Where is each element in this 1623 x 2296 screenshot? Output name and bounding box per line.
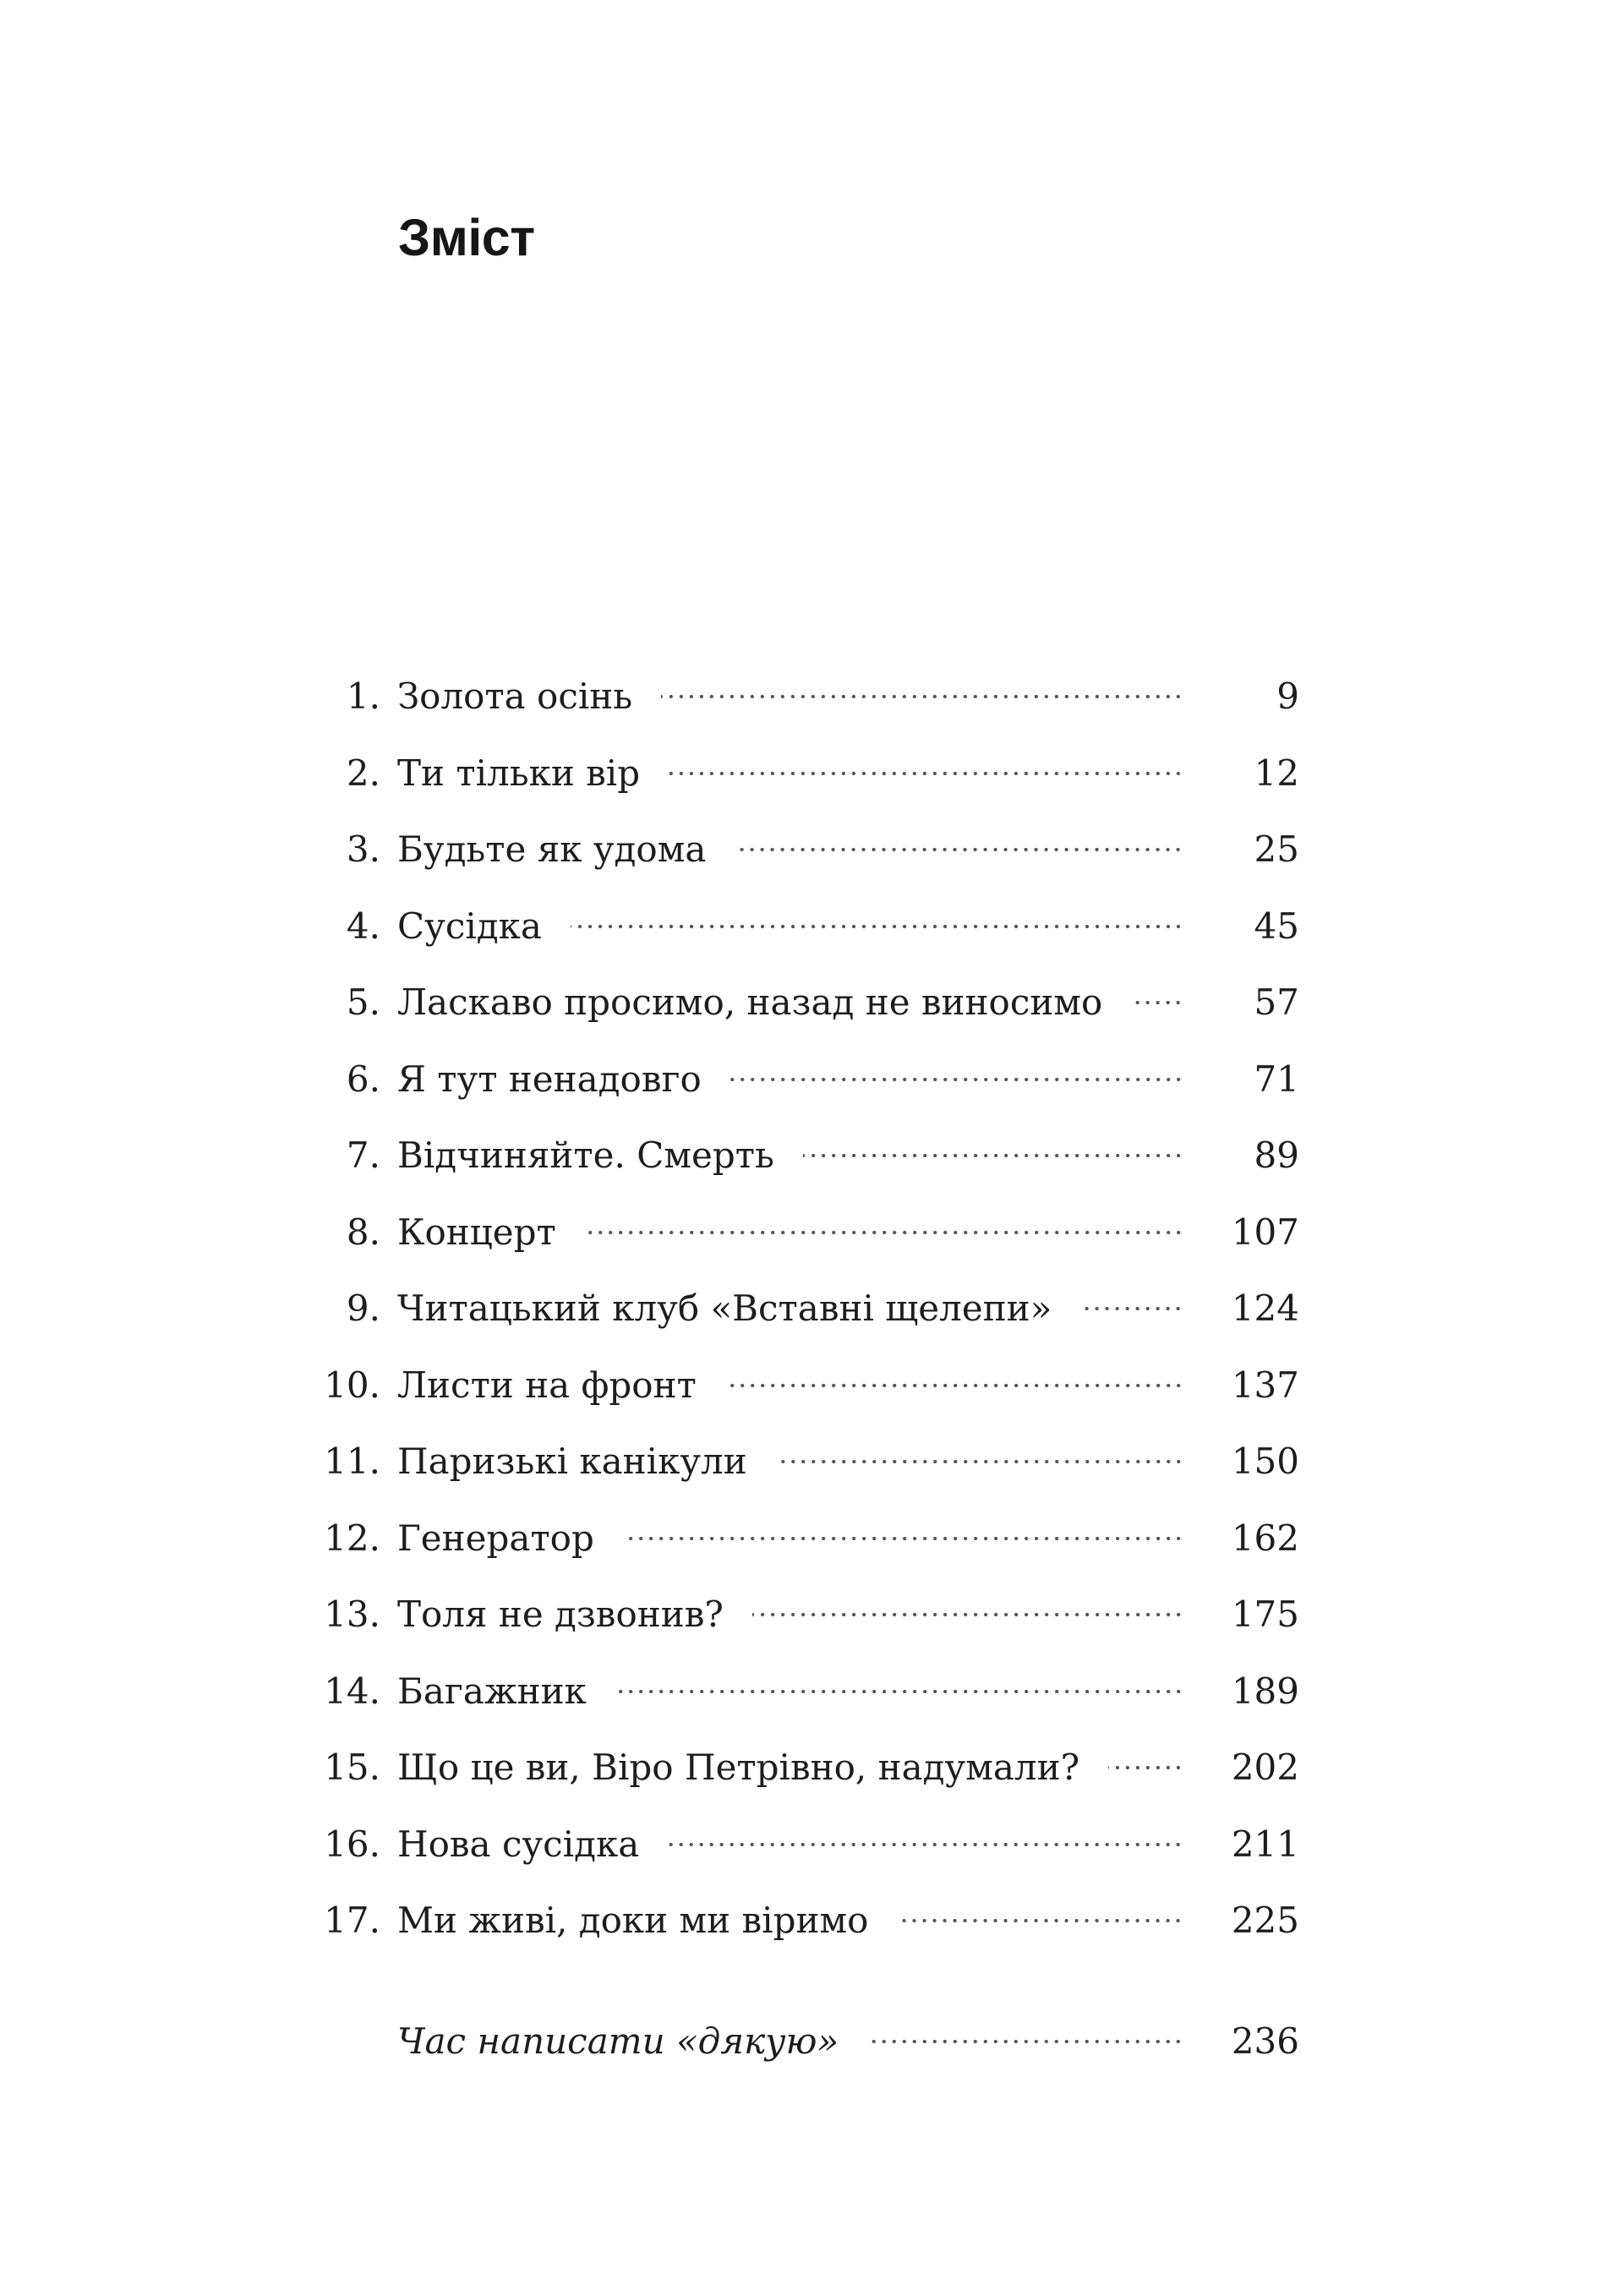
dot-leader (571, 924, 1183, 929)
toc-entry (321, 1271, 1299, 1348)
toc-entry (321, 1807, 1299, 1883)
toc-entry-title: Час написати «дякую» (397, 2020, 839, 2062)
toc-entry (321, 1424, 1299, 1501)
dot-leader (725, 1383, 1183, 1388)
toc-entry-number: 10. (324, 1364, 380, 1406)
toc-entry (321, 1883, 1299, 1960)
dot-leader (752, 1612, 1183, 1617)
toc-entry-title: Нова сусідка (397, 1823, 640, 1865)
toc-entry-number: 12. (324, 1517, 380, 1559)
toc-entry-title: Сусідка (397, 905, 542, 947)
toc-entry-page: 45 (1254, 905, 1299, 947)
toc-entry-page: 89 (1254, 1134, 1299, 1177)
dot-leader (803, 1153, 1183, 1158)
toc-entry-page: 57 (1254, 981, 1299, 1024)
toc-entry-page: 107 (1231, 1211, 1299, 1253)
toc-list (321, 659, 1299, 2080)
toc-entry-number: 4. (346, 905, 380, 947)
toc-entry (321, 888, 1299, 965)
toc-entry-number: 3. (346, 828, 380, 871)
toc-entry-page: 175 (1231, 1594, 1299, 1636)
dot-leader (1131, 1000, 1183, 1005)
toc-entry-number: 17. (324, 1900, 380, 1942)
toc-entry (321, 1194, 1299, 1271)
toc-entry-title: Золота осінь (397, 675, 633, 718)
toc-entry-title: Багажник (397, 1670, 587, 1712)
toc-entry-page: 137 (1231, 1364, 1299, 1406)
dot-leader (1108, 1765, 1183, 1770)
toc-entry (321, 812, 1299, 888)
toc-entry-page: 124 (1231, 1287, 1299, 1330)
toc-entry-title: Ти тільки вір (397, 752, 641, 794)
toc-entry-title: Ми живі, доки ми віримо (397, 1900, 869, 1942)
toc-entries (321, 659, 1299, 1960)
toc-entry (321, 965, 1299, 1041)
toc-entry (321, 1348, 1299, 1424)
dot-leader (735, 847, 1183, 852)
dot-leader (776, 1459, 1183, 1464)
toc-entry-number: 14. (324, 1670, 380, 1712)
toc-entry-number: 1. (346, 675, 380, 718)
toc-entry (321, 735, 1299, 812)
dot-leader (867, 2039, 1183, 2044)
toc-entry-title: Толя не дзвонив? (397, 1594, 724, 1636)
toc-entry-title: Відчиняйте. Смерть (397, 1134, 774, 1177)
dot-leader (623, 1536, 1183, 1541)
dot-leader (730, 1077, 1183, 1082)
toc-entry-title: Будьте як удома (397, 828, 707, 871)
toc-addendum-entry (321, 2004, 1299, 2080)
toc-entry-number: 13. (324, 1594, 380, 1636)
toc-entry-number: 7. (346, 1134, 380, 1177)
toc-entry-title: Читацький клуб «Вставні щелепи» (397, 1287, 1052, 1330)
toc-entry (321, 1577, 1299, 1654)
toc-entry-page: 162 (1231, 1517, 1299, 1559)
dot-leader (669, 771, 1183, 776)
toc-entry (321, 659, 1299, 735)
toc-entry-page: 71 (1254, 1058, 1299, 1100)
page-title: Зміст (398, 209, 535, 266)
toc-entry-number: 6. (346, 1058, 380, 1100)
toc-entry-title: Генератор (397, 1517, 594, 1559)
toc-entry-title: Концерт (397, 1211, 556, 1253)
toc-entry (321, 1654, 1299, 1730)
toc-entry-number: 9. (346, 1287, 380, 1330)
toc-entry-title: Що це ви, Віро Петрівно, надумали? (397, 1747, 1080, 1789)
toc-entry-page: 211 (1231, 1823, 1299, 1865)
toc-entry-page: 189 (1231, 1670, 1299, 1712)
toc-entry-page: 9 (1276, 675, 1299, 718)
toc-entry (321, 1118, 1299, 1194)
toc-entry-title: Я тут ненадовго (397, 1058, 702, 1100)
toc-entry-title: Листи на фронт (397, 1364, 697, 1406)
dot-leader (615, 1689, 1183, 1694)
dot-leader (1080, 1306, 1183, 1311)
toc-entry-title: Ласкаво просимо, назад не виносимо (397, 981, 1103, 1024)
toc-entry-page: 12 (1254, 752, 1299, 794)
dot-leader (585, 1230, 1183, 1235)
toc-entry (321, 1730, 1299, 1807)
toc-entry (321, 1501, 1299, 1577)
toc-entry-page: 225 (1231, 1900, 1299, 1942)
toc-entry-number: 8. (346, 1211, 380, 1253)
toc-entry-page: 150 (1231, 1440, 1299, 1483)
dot-leader (661, 694, 1183, 699)
toc-entry (321, 1041, 1299, 1118)
toc-entry-number: 16. (324, 1823, 380, 1865)
toc-entry-page: 202 (1231, 1747, 1299, 1789)
toc-entry-number: 5. (346, 981, 380, 1024)
toc-entry-page: 236 (1231, 2020, 1299, 2062)
toc-entry-page: 25 (1254, 828, 1299, 871)
dot-leader (897, 1918, 1183, 1923)
toc-entry-number: 11. (324, 1440, 380, 1483)
dot-leader (668, 1842, 1183, 1847)
toc-entry-number: 2. (346, 752, 380, 794)
toc-entry-title: Паризькі канікули (397, 1440, 747, 1483)
toc-entry-number: 15. (324, 1747, 380, 1789)
